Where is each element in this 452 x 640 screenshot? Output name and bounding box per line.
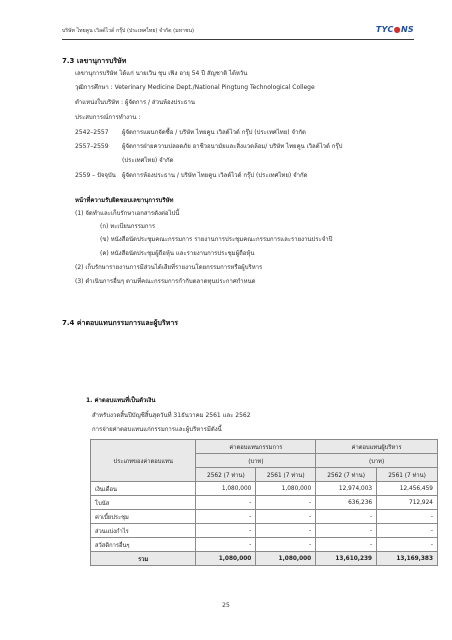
position-line: ตำแหน่งในบริษัท : ผู้จัดการ / ส่วนห้องประธาน (75, 99, 195, 106)
column-header-year: 2561 (7 ท่าน) (256, 468, 316, 482)
exp-desc: ผู้จัดการฝ่ายความปลอดภัย อาชีวอนามัยและสิ่งแวดล้อม/ บริษัท ไทยคูน เวิลด์ไวด์ กรุ๊ป (122, 143, 343, 150)
table-cell: - (256, 496, 316, 510)
table-row (91, 510, 438, 524)
total-cell: 1,080,000 (196, 552, 256, 566)
exp-desc: ผู้จัดการแผนกจัดซื้อ / บริษัท ไทยคูน เวิลด์ไวด์ กรุ๊ป (ประเทศไทย) จำกัด (122, 129, 306, 136)
section-74-heading: 7.4 ค่าตอบแทนกรรมการและผู้บริหาร (62, 319, 179, 327)
column-header-year: 2562 (7 ท่าน) (196, 468, 256, 482)
total-label: รวม (91, 552, 196, 566)
column-group-executives (316, 440, 438, 454)
table-cell: 12,974,003 (316, 482, 377, 496)
page-header (62, 26, 414, 38)
logo-accent-text: NS (400, 25, 414, 34)
table-row (91, 496, 438, 510)
education-line: วุฒิการศึกษา : Veterinary Medicine Dept./National Pingtung Technological College (75, 84, 315, 91)
column-group-directors (196, 440, 316, 454)
group-unit: (บาท) (316, 454, 438, 468)
table-cell: - (196, 538, 256, 552)
table-cell: - (377, 524, 438, 538)
compensation-table (90, 439, 438, 566)
total-cell: 13,169,383 (377, 552, 438, 566)
table-cell: - (256, 538, 316, 552)
table-cell: 712,924 (377, 496, 438, 510)
exp-desc: (ประเทศไทย) จำกัด (122, 157, 174, 164)
row-label: ค่าเบี้ยประชุม (91, 510, 196, 524)
table-total-row (91, 552, 438, 566)
logo-dot-icon: ● (393, 25, 401, 34)
row-label: สวัสดิการอื่นๆ (91, 538, 196, 552)
row-label: โบนัส (91, 496, 196, 510)
exp-years: 2557–2559 (75, 143, 109, 150)
table-cell: - (196, 524, 256, 538)
table-cell: - (256, 524, 316, 538)
column-header-year: 2561 (7 ท่าน) (377, 468, 438, 482)
exp-years: 2542–2557 (75, 129, 109, 136)
row-label: เงินเดือน (91, 482, 196, 496)
table-row (91, 538, 438, 552)
secretary-name-line: เลขานุการบริษัท ได้แก่ นายเวิน ชุน เฟิง อายุ 54 ปี สัญชาติ ไต้หวัน (75, 70, 248, 77)
company-logo (376, 25, 414, 34)
column-header-year: 2562 (7 ท่าน) (316, 468, 377, 482)
group-title: ค่าตอบแทนกรรมการ (229, 444, 283, 451)
duty-item: (ค) หนังสือนัดประชุมผู้ถือหุ้น และรายงานการประชุมผู้ถือหุ้น (100, 250, 255, 257)
table-cell: - (316, 538, 377, 552)
group-unit: (บาท) (196, 454, 316, 468)
table-cell: 12,456,459 (377, 482, 438, 496)
group-title: ค่าตอบแทนผู้บริหาร (351, 444, 402, 451)
table-cell: - (377, 510, 438, 524)
table-cell: 1,080,000 (256, 482, 316, 496)
section-73-heading: 7.3 เลขานุการบริษัท (62, 57, 127, 65)
total-cell: 13,610,239 (316, 552, 377, 566)
row-label: ส่วนแบ่งกำไร (91, 524, 196, 538)
duty-item: (1) จัดทำและเก็บรักษาเอกสารดังต่อไปนี้ (75, 210, 180, 217)
table-cell: 636,236 (316, 496, 377, 510)
duty-item: (3) ดำเนินการอื่นๆ ตามที่คณะกรรมการกำกับตลาดทุนประกาศกำหนด (75, 278, 256, 285)
payment-paragraph: การจ่ายค่าตอบแทนแก่กรรมการและผู้บริหารมีดังนี้ (92, 426, 222, 433)
header-company-name: บริษัท ไทยคูน เวิลด์ไวด์ กรุ๊ป (ประเทศไทย) จำกัด (มหาชน) (62, 28, 195, 34)
table-cell: - (316, 524, 377, 538)
table-row (91, 524, 438, 538)
logo-main-text: TYC (375, 25, 394, 34)
table-cell: - (316, 510, 377, 524)
period-paragraph: สำหรับงวดสิ้นปีบัญชีสิ้นสุดวันที่ 31ธันวาคม 2561 และ 2562 (92, 412, 251, 419)
table-cell: - (196, 496, 256, 510)
total-cell: 1,080,000 (256, 552, 316, 566)
table-cell: - (256, 510, 316, 524)
exp-years: 2559 – ปัจจุบัน (75, 172, 116, 179)
page-number: 25 (222, 602, 230, 609)
duty-item: (ก) ทะเบียนกรรมการ (100, 223, 156, 230)
table-row (91, 482, 438, 496)
duties-heading: หน้าที่ความรับผิดชอบเลขานุการบริษัท (75, 197, 174, 204)
subsection-heading: 1. ค่าตอบแทนที่เป็นตัวเงิน (86, 397, 156, 404)
duty-item: (ข) หนังสือนัดประชุมคณะกรรมการ รายงานการประชุมคณะกรรมการและรายงานประจำปี (100, 236, 333, 243)
table-cell: - (377, 538, 438, 552)
table-cell: 1,080,000 (196, 482, 256, 496)
table-header-row (91, 440, 438, 454)
duty-item: (2) เก็บรักษารายงานการมีส่วนได้เสียที่รายงานโดยกรรมการหรือผู้บริหาร (75, 264, 263, 271)
exp-desc: ผู้จัดการห้องประธาน / บริษัท ไทยคูน เวิลด์ไวด์ กรุ๊ป (ประเทศไทย) จำกัด (122, 172, 308, 179)
table-cell: - (196, 510, 256, 524)
experience-label: ประสบการณ์การทำงาน : (75, 114, 141, 121)
column-header-type: ประเภทของค่าตอบแทน (91, 440, 196, 482)
header-divider (62, 39, 414, 40)
